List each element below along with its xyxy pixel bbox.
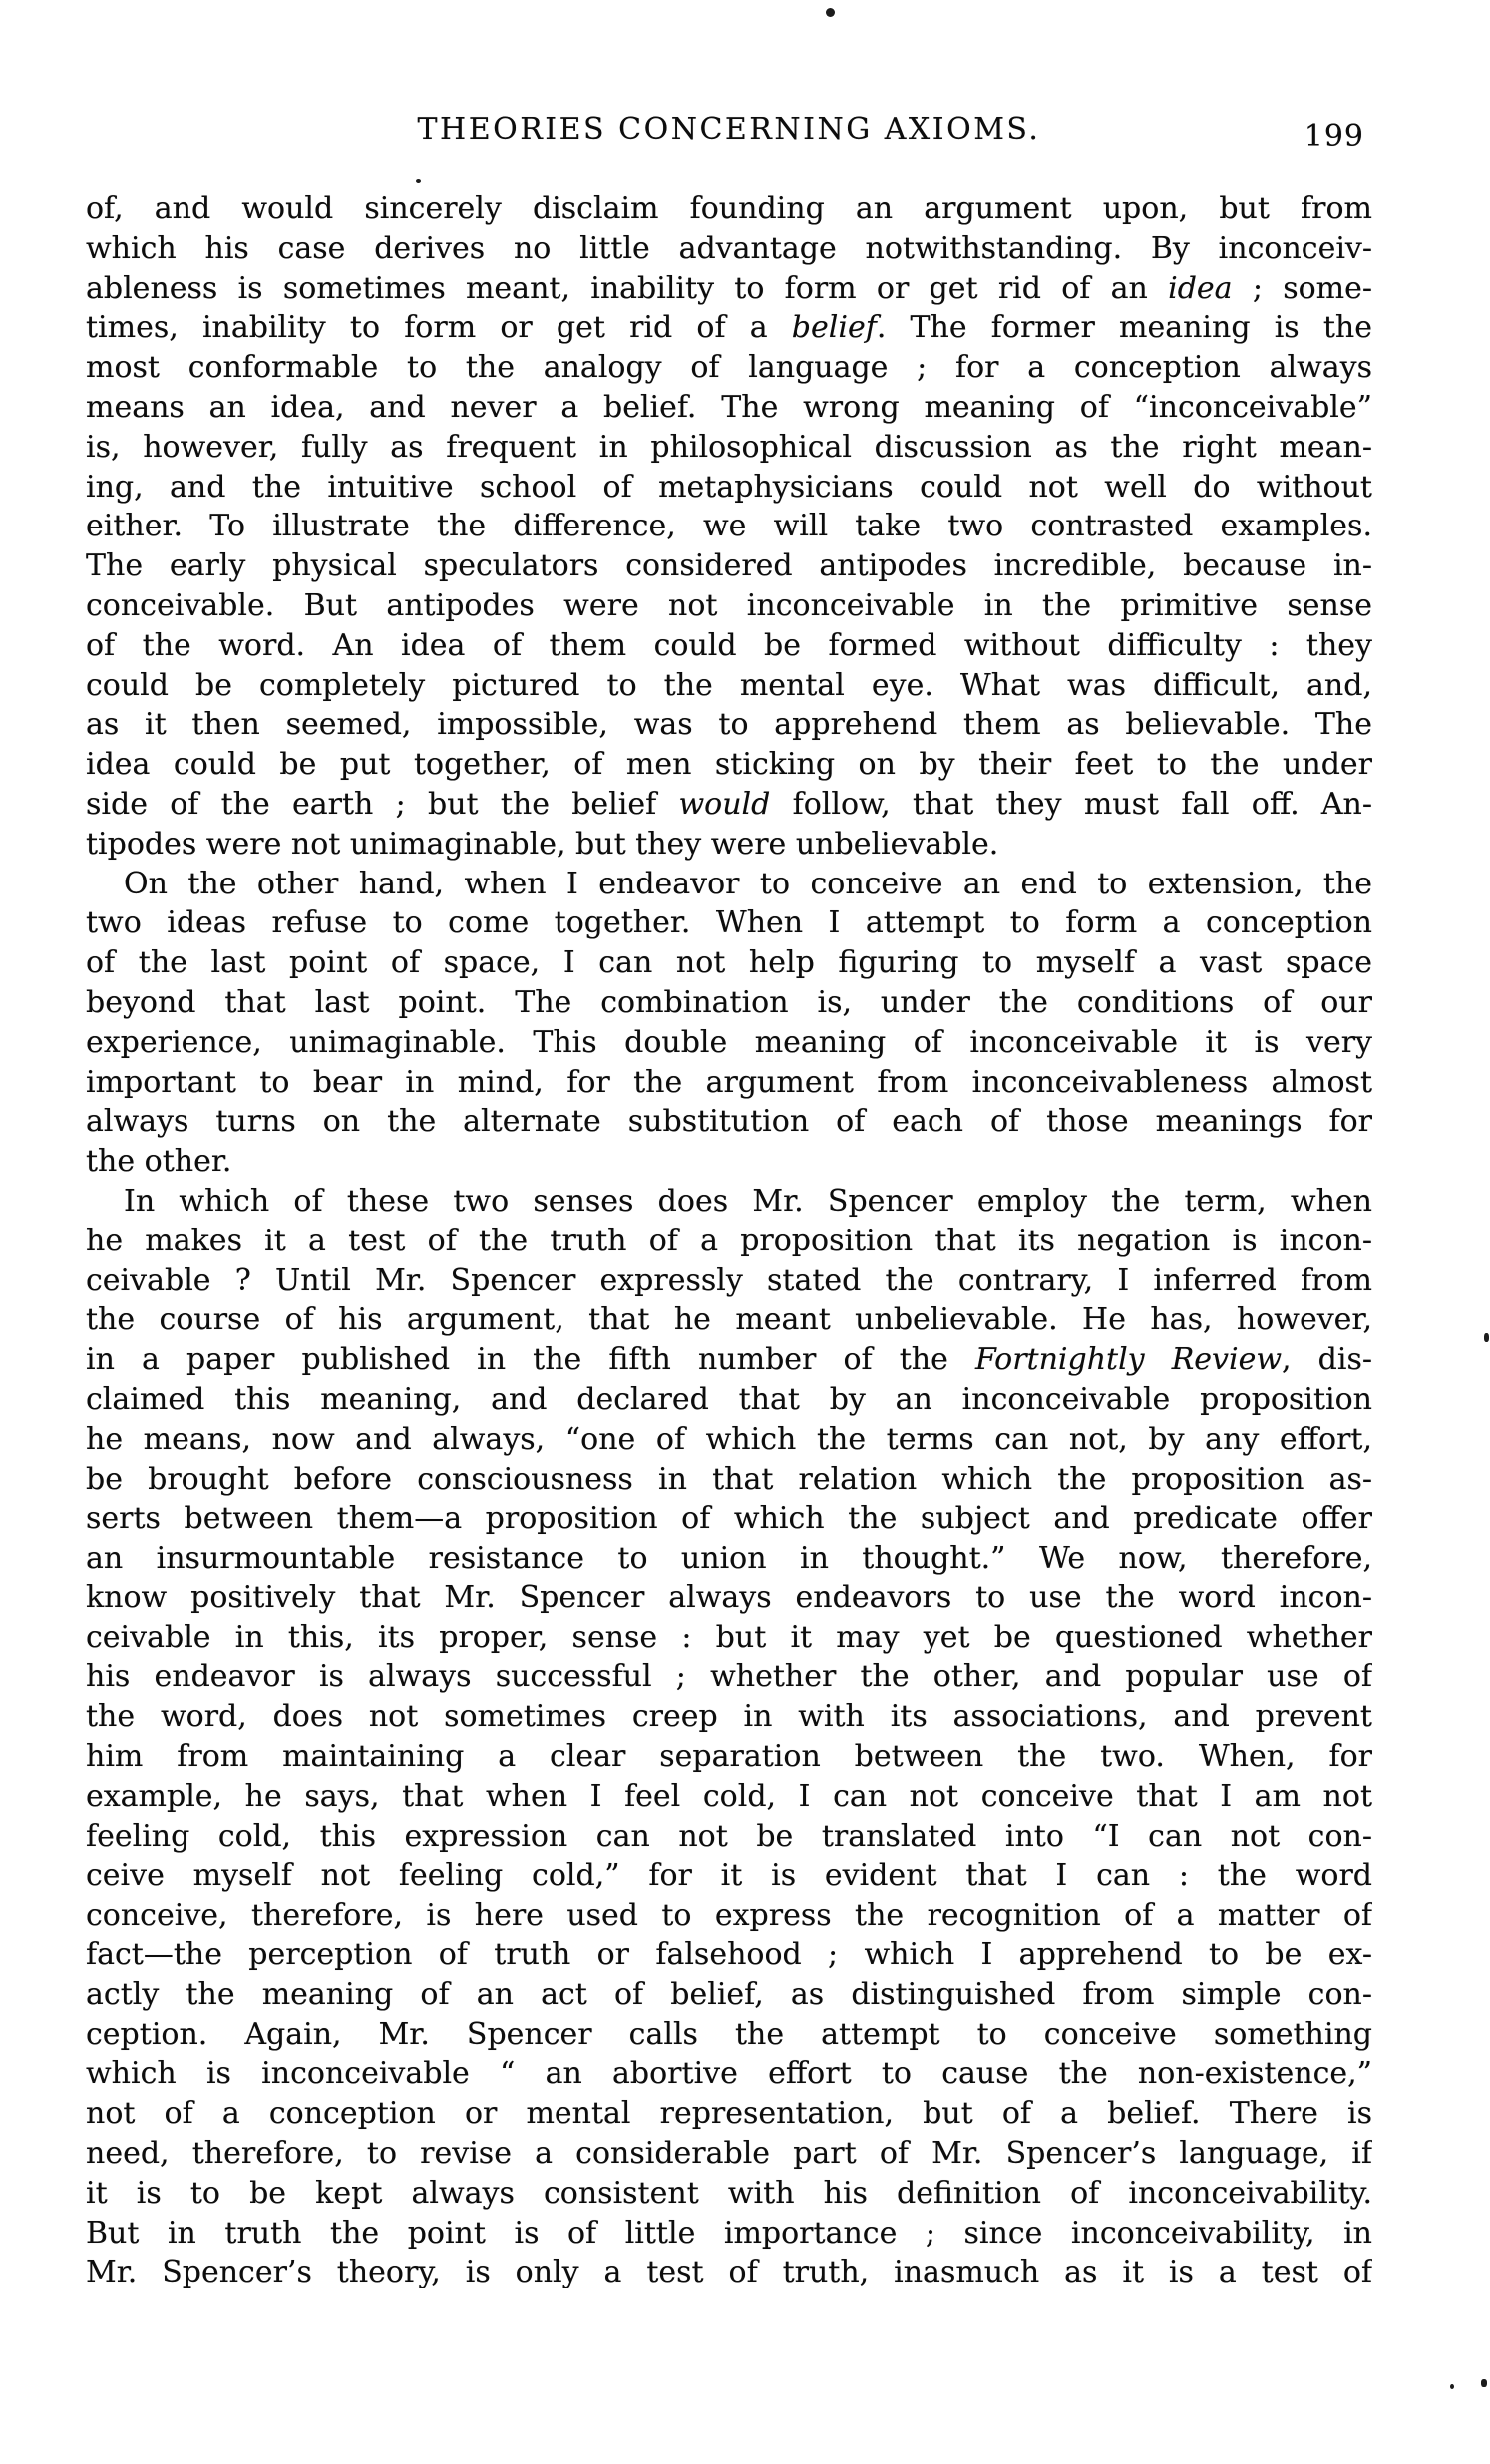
- text-segment: feeling cold, this expression can not be translated into “I can not con-: [86, 1818, 1372, 1854]
- text-line: [86, 348, 1372, 388]
- text-segment: beyond that last point. The combination is, under the conditions of our: [86, 984, 1372, 1020]
- text-block: [86, 189, 1372, 2292]
- text-line: [86, 785, 1372, 825]
- text-segment: important to bear in mind, for the argument from inconceivableness almost: [86, 1064, 1372, 1100]
- text-segment: it is to be kept always consistent with his definition of inconceivability.: [86, 2175, 1372, 2211]
- text-line: [86, 745, 1372, 785]
- text-line: [86, 1896, 1372, 1936]
- text-line: [86, 1856, 1372, 1896]
- text-line: [86, 1222, 1372, 1261]
- text-segment: as it then seemed, impossible, was to apprehend them as believable. The: [86, 707, 1372, 743]
- paragraph: [86, 189, 1372, 865]
- text-line: [86, 1817, 1372, 1857]
- text-segment: of, and would sincerely disclaim founding an argument upon, but from: [86, 191, 1372, 226]
- text-segment: ; some-: [1232, 270, 1372, 306]
- text-segment: . The former meaning is the: [876, 310, 1372, 346]
- text-line: [86, 1261, 1372, 1301]
- text-segment: two ideas refuse to come together. When I attempt to form a conception: [86, 905, 1372, 941]
- text-line: [86, 1023, 1372, 1063]
- text-segment: idea could be put together, of men sticking on by their feet to the under: [86, 747, 1372, 783]
- text-segment: tipodes were not unimaginable, but they were unbelievable.: [86, 826, 999, 862]
- scan-artifact: [826, 8, 835, 17]
- text-segment: in a paper published in the fifth number of the: [86, 1342, 975, 1378]
- text-segment: actly the meaning of an act of belief, as distinguished from simple con-: [86, 1976, 1372, 2012]
- text-segment: most conformable to the analogy of language ; for a conception always: [86, 350, 1372, 386]
- text-line: [86, 1618, 1372, 1658]
- text-segment: But in truth the point is of little importance ; since inconceivability, in: [86, 2215, 1372, 2251]
- text-segment: be brought before consciousness in that relation which the proposition as-: [86, 1461, 1372, 1497]
- text-line: [86, 666, 1372, 706]
- text-line: [86, 1142, 1372, 1182]
- text-line: [86, 388, 1372, 428]
- text-segment: the course of his argument, that he meant unbelievable. He has, however,: [86, 1302, 1372, 1338]
- text-segment: an insurmountable resistance to union in thought.” We now, therefore,: [86, 1541, 1372, 1577]
- scan-artifact: [1481, 2379, 1487, 2387]
- italic-text: would: [678, 786, 771, 822]
- text-line: [86, 428, 1372, 468]
- text-segment: Mr. Spencer’s theory, is only a test of truth, inasmuch as it is a test of: [86, 2255, 1372, 2290]
- text-line: [86, 1380, 1372, 1420]
- paragraph: [86, 865, 1372, 1182]
- text-segment: follow, that they must fall off. An-: [770, 786, 1372, 822]
- scan-artifact: [416, 179, 421, 183]
- text-segment: ceivable in this, its proper, sense : but it may yet be questioned whether: [86, 1619, 1372, 1655]
- text-segment: ing, and the intuitive school of metaphysicians could not well do without: [86, 469, 1372, 505]
- text-line: [86, 1657, 1372, 1697]
- text-line: [86, 1936, 1372, 1975]
- text-segment: example, he says, that when I feel cold, I can not conceive that I am not: [86, 1778, 1372, 1814]
- text-line: [86, 468, 1372, 508]
- text-line: [86, 1697, 1372, 1737]
- text-line: [86, 586, 1372, 626]
- text-segment: of the last point of space, I can not help figuring to myself a vast space: [86, 945, 1372, 981]
- text-line: [86, 983, 1372, 1023]
- text-segment: fact—the perception of truth or falsehood ; which I apprehend to be ex-: [86, 1937, 1372, 1973]
- text-segment: conceivable. But antipodes were not inconceivable in the primitive sense: [86, 587, 1372, 623]
- text-segment: The early physical speculators considered antipodes incredible, because in-: [86, 548, 1372, 584]
- text-segment: is, however, fully as frequent in philosophical discussion as the right mean-: [86, 429, 1372, 465]
- text-line: [86, 308, 1372, 348]
- text-line: [86, 1102, 1372, 1142]
- text-line: [86, 269, 1372, 309]
- text-segment: times, inability to form or get rid of a: [86, 310, 792, 346]
- text-line: [86, 1539, 1372, 1579]
- text-segment: not of a conception or mental representation, but of a belief. There is: [86, 2096, 1372, 2132]
- text-segment: , dis-: [1282, 1342, 1372, 1378]
- scan-artifact: [1484, 1333, 1489, 1342]
- text-line: [86, 865, 1372, 904]
- text-line: [86, 2094, 1372, 2134]
- text-segment: always turns on the alternate substitution of each of those meanings for: [86, 1104, 1372, 1140]
- text-segment: On the other hand, when I endeavor to conceive an end to extension, the: [124, 866, 1372, 901]
- text-line: [86, 1460, 1372, 1500]
- text-segment: he makes it a test of the truth of a proposition that its negation is incon-: [86, 1223, 1372, 1258]
- text-line: [86, 1063, 1372, 1103]
- text-line: [86, 1182, 1372, 1222]
- text-line: [86, 507, 1372, 546]
- text-segment: In which of these two senses does Mr. Spencer employ the term, when: [124, 1183, 1372, 1219]
- text-segment: his endeavor is always successful ; whether the other, and popular use of: [86, 1659, 1372, 1695]
- running-title: THEORIES CONCERNING AXIOMS.: [417, 112, 1041, 147]
- text-line: [86, 189, 1372, 229]
- text-segment: he means, now and always, “one of which the terms can not, by any effort,: [86, 1421, 1372, 1457]
- text-segment: which his case derives no little advantage notwithstanding. By inconceiv-: [86, 230, 1372, 266]
- text-line: [86, 1420, 1372, 1460]
- page-header: [86, 112, 1372, 156]
- text-segment: side of the earth ; but the belief: [86, 786, 679, 822]
- text-segment: ceivable ? Until Mr. Spencer expressly stated the contrary, I inferred from: [86, 1262, 1372, 1298]
- text-segment: claimed this meaning, and declared that by an inconceivable proposition: [86, 1381, 1372, 1417]
- text-line: [86, 546, 1372, 586]
- scan-artifact: [1450, 2384, 1454, 2389]
- text-segment: ceive myself not feeling cold,” for it is evident that I can : the word: [86, 1858, 1372, 1894]
- italic-text: Fortnightly Review: [974, 1342, 1283, 1378]
- text-segment: serts between them—a proposition of which the subject and predicate offer: [86, 1501, 1372, 1537]
- text-segment: the other.: [86, 1144, 232, 1180]
- text-line: [86, 1737, 1372, 1777]
- text-segment: experience, unimaginable. This double meaning of inconceivable it is very: [86, 1024, 1372, 1060]
- text-segment: ableness is sometimes meant, inability to form or get rid of an: [86, 270, 1169, 306]
- text-segment: which is inconceivable “ an abortive effort to cause the non-existence,”: [86, 2056, 1372, 2092]
- text-line: [86, 2015, 1372, 2055]
- text-line: [86, 903, 1372, 943]
- text-segment: of the word. An idea of them could be formed without difficulty : they: [86, 627, 1372, 663]
- text-line: [86, 705, 1372, 745]
- text-line: [86, 1300, 1372, 1340]
- text-line: [86, 943, 1372, 983]
- text-segment: either. To illustrate the difference, we will take two contrasted examples.: [86, 509, 1372, 544]
- text-line: [86, 1579, 1372, 1618]
- text-line: [86, 229, 1372, 269]
- text-segment: him from maintaining a clear separation between the two. When, for: [86, 1739, 1372, 1775]
- text-segment: means an idea, and never a belief. The wrong meaning of “inconceivable”: [86, 389, 1372, 425]
- text-line: [86, 1340, 1372, 1380]
- text-segment: know positively that Mr. Spencer always endeavors to use the word incon-: [86, 1580, 1372, 1615]
- text-segment: conceive, therefore, is here used to express the recognition of a matter of: [86, 1898, 1372, 1934]
- text-line: [86, 1975, 1372, 2015]
- text-line: [86, 2054, 1372, 2094]
- text-line: [86, 2134, 1372, 2174]
- text-line: [86, 825, 1372, 865]
- text-line: [86, 1777, 1372, 1817]
- text-line: [86, 2174, 1372, 2214]
- text-segment: need, therefore, to revise a considerable part of Mr. Spencer’s language, if: [86, 2136, 1372, 2172]
- text-segment: ception. Again, Mr. Spencer calls the attempt to conceive something: [86, 2016, 1372, 2052]
- text-line: [86, 2214, 1372, 2254]
- text-segment: the word, does not sometimes creep in with its associations, and prevent: [86, 1699, 1372, 1735]
- text-line: [86, 2253, 1372, 2292]
- paragraph: [86, 1182, 1372, 2292]
- text-line: [86, 626, 1372, 666]
- italic-text: idea: [1168, 270, 1233, 306]
- text-line: [86, 1499, 1372, 1539]
- page-number: 199: [1304, 119, 1364, 154]
- italic-text: belief: [791, 310, 877, 346]
- text-segment: could be completely pictured to the mental eye. What was difficult, and,: [86, 667, 1372, 703]
